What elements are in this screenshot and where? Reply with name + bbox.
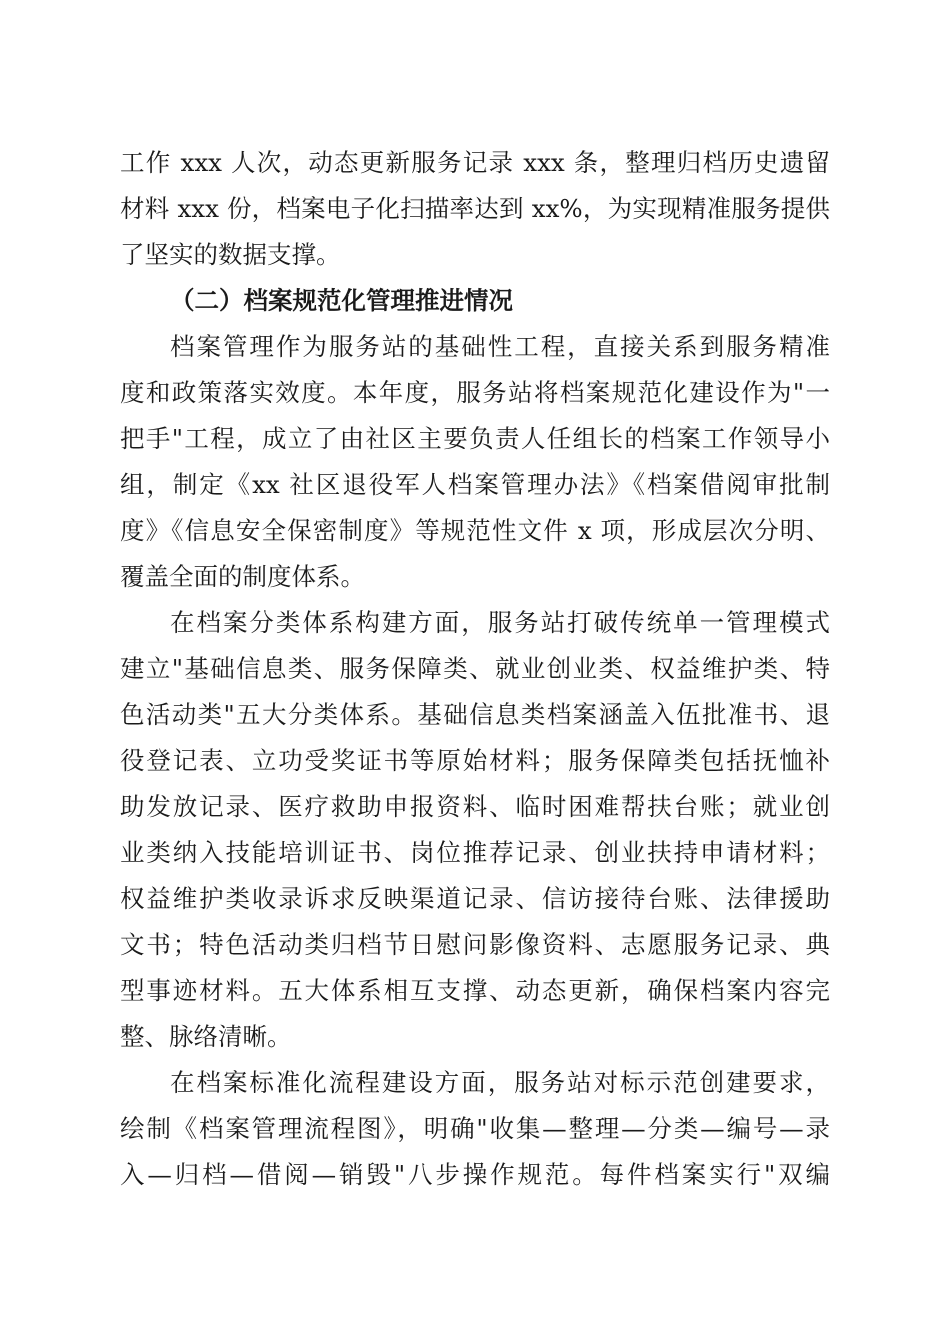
paragraph-2-line-4: 役登记表、立功受奖证书等原始材料；服务保障类包括抚恤补 xyxy=(120,746,830,775)
paragraph-2-line-1: 在档案分类体系构建方面，服务站打破传统单一管理模式 xyxy=(170,608,830,637)
intro-line-1: 工作 xxx 人次，动态更新服务记录 xxx 条，整理归档历史遗留 xyxy=(120,148,830,177)
paragraph-2-line-5: 助发放记录、医疗救助申报资料、临时困难帮扶台账；就业创 xyxy=(120,792,830,821)
intro-line-3: 了坚实的数据支撑。 xyxy=(120,240,341,269)
paragraph-1-line-4: 组，制定《xx 社区退役军人档案管理办法》《档案借阅审批制 xyxy=(120,470,830,499)
paragraph-1-line-6: 覆盖全面的制度体系。 xyxy=(120,562,365,591)
paragraph-1-line-5: 度》《信息安全保密制度》等规范性文件 x 项，形成层次分明、 xyxy=(120,516,830,545)
paragraph-2-line-8: 文书；特色活动类归档节日慰问影像资料、志愿服务记录、典 xyxy=(120,930,830,959)
paragraph-2-line-3: 色活动类"五大分类体系。基础信息类档案涵盖入伍批准书、退 xyxy=(120,700,830,729)
paragraph-2-line-10: 整、脉络清晰。 xyxy=(120,1022,292,1051)
paragraph-1-line-1: 档案管理作为服务站的基础性工程，直接关系到服务精准 xyxy=(170,332,830,361)
paragraph-3-line-1: 在档案标准化流程建设方面，服务站对标示范创建要求， xyxy=(170,1068,830,1097)
paragraph-3-line-2: 绘制《档案管理流程图》，明确"收集—整理—分类—编号—录 xyxy=(120,1114,830,1143)
paragraph-3-line-3: 入—归档—借阅—销毁"八步操作规范。每件档案实行"双编 xyxy=(120,1160,830,1189)
paragraph-2-line-6: 业类纳入技能培训证书、岗位推荐记录、创业扶持申请材料； xyxy=(120,838,830,867)
intro-line-2: 材料 xxx 份，档案电子化扫描率达到 xx%，为实现精准服务提供 xyxy=(120,194,830,223)
paragraph-1-line-2: 度和政策落实效度。本年度，服务站将档案规范化建设作为"一 xyxy=(120,378,830,407)
section-heading: （二）档案规范化管理推进情况 xyxy=(170,286,513,315)
paragraph-1-line-3: 把手"工程，成立了由社区主要负责人任组长的档案工作领导小 xyxy=(120,424,830,453)
paragraph-2-line-2: 建立"基础信息类、服务保障类、就业创业类、权益维护类、特 xyxy=(120,654,830,683)
paragraph-2-line-9: 型事迹材料。五大体系相互支撑、动态更新，确保档案内容完 xyxy=(120,976,830,1005)
paragraph-2-line-7: 权益维护类收录诉求反映渠道记录、信访接待台账、法律援助 xyxy=(120,884,830,913)
